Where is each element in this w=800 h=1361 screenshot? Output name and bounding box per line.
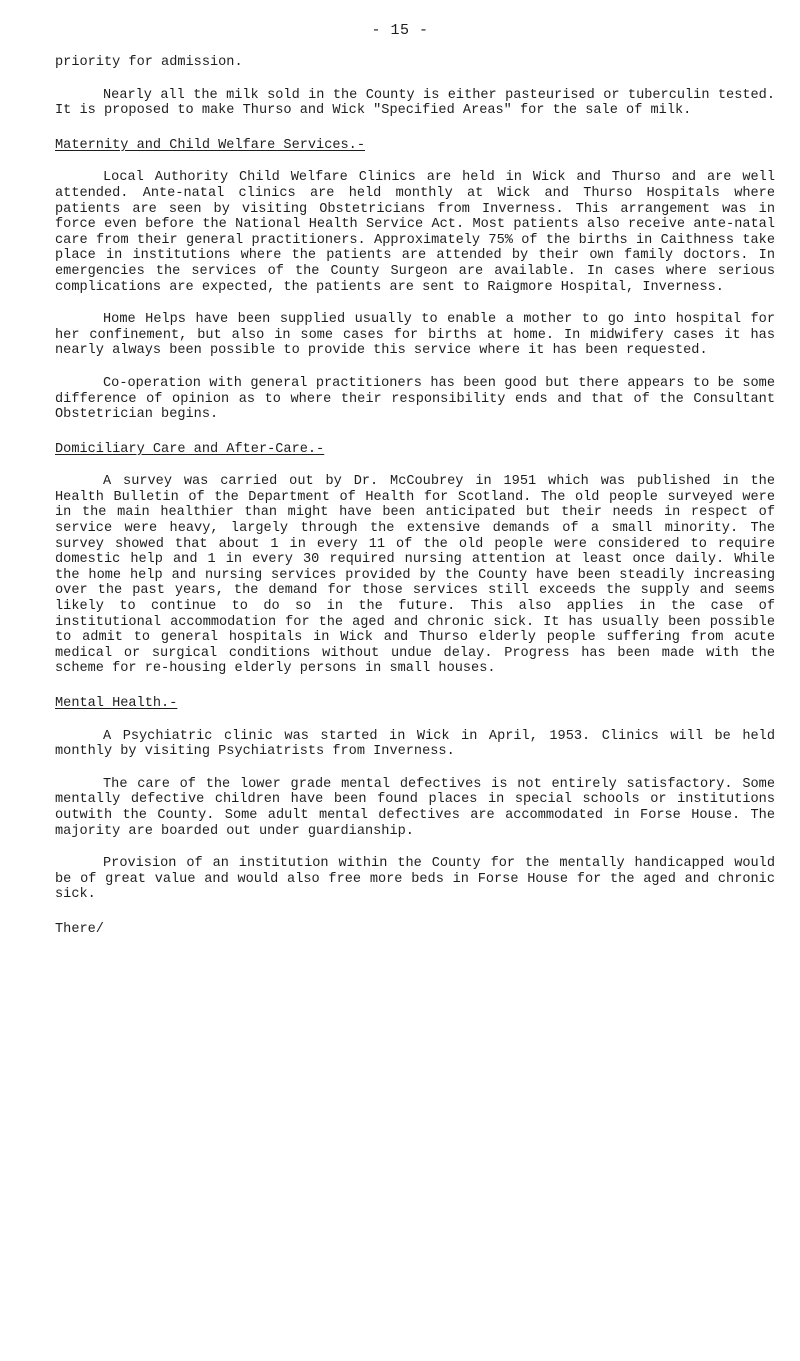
domiciliary-heading: Domiciliary Care and After-Care.- (55, 441, 325, 457)
page-number: - 15 - (371, 22, 429, 39)
cooperation-paragraph: Co-operation with general practitioners has been good but there appears to be some difference of opinion as to where their responsibility ends and that of the Consultant Obstetrician begins. (55, 375, 775, 423)
catchword: There/ (55, 921, 104, 937)
maternity-paragraph: Local Authority Child Welfare Clinics are held in Wick and Thurso and are well attended. Ante-natal clinics are held monthly at Wick and Thurso Hospitals where patients are seen by visiting Obstetricians from Inverness. This arrangement was in force even before the National Health Service Act. Most patients also receive ante-natal care from their general practitioners. Approximately 75% of the births in Caithness take place in institutions where the patients are attended by their own family doctors. In emergencies the services of the County Surgeon are available. In cases where serious complications are expected, the patients are sent to Raigmore Hospital, Inverness. (55, 170, 775, 295)
continuation-line: priority for admission. (55, 55, 243, 70)
page-body (55, 55, 775, 938)
milk-paragraph: Nearly all the milk sold in the County is either pasteurised or tuberculin tested. It is proposed to make Thurso and Wick "Specified Areas" for the sale of milk. (55, 87, 775, 119)
mental-defectives-paragraph: The care of the lower grade mental defectives is not entirely satisfactory. Some mentally defective children have been found places in special schools or institutions outwith the County. Some adult mental defectives are accommodated in Forse House. The majority are boarded out under guardianship. (55, 776, 775, 839)
mental-health-heading: Mental Health.- (55, 696, 178, 711)
institution-paragraph: Provision of an institution within the County for the mentally handicapped would be of great value and would also free more beds in Forse House for the aged and chronic sick. (55, 856, 775, 903)
survey-paragraph: A survey was carried out by Dr. McCoubrey in 1951 which was published in the Health Bulletin of the Department of Health for Scotland. The old people surveyed were in the main healthier than might have been anticipated but their needs in respect of service were heavy, largely through the extensive demands of a small minority. The survey showed that about 1 in every 11 of the old people were considered to require domestic help and 1 in every 30 required nursing attention at least once daily. While the home help and nursing services provided by the County have been steadily increasing over the past years, the demand for those services still exceeds the supply and seems likely to continue to do so in the future. This also applies in the case of institutional accommodation for the aged and chronic sick. It has usually been possible to admit to general hospitals in Wick and Thurso elderly people suffering from acute medical or surgical conditions without undue delay. Progress has been made with the scheme for re-housing elderly persons in small houses. (55, 474, 775, 677)
home-helps-paragraph: Home Helps have been supplied usually to enable a mother to go into hospital for her confinement, but also in some cases for births at home. In midwifery cases it has nearly always been possible to provide this service where it has been requested. (55, 312, 775, 359)
maternity-heading: Maternity and Child Welfare Services.- (55, 137, 365, 153)
psychiatric-clinic-paragraph: A Psychiatric clinic was started in Wick in April, 1953. Clinics will be held monthly by visiting Psychiatrists from Inverness. (55, 728, 775, 760)
